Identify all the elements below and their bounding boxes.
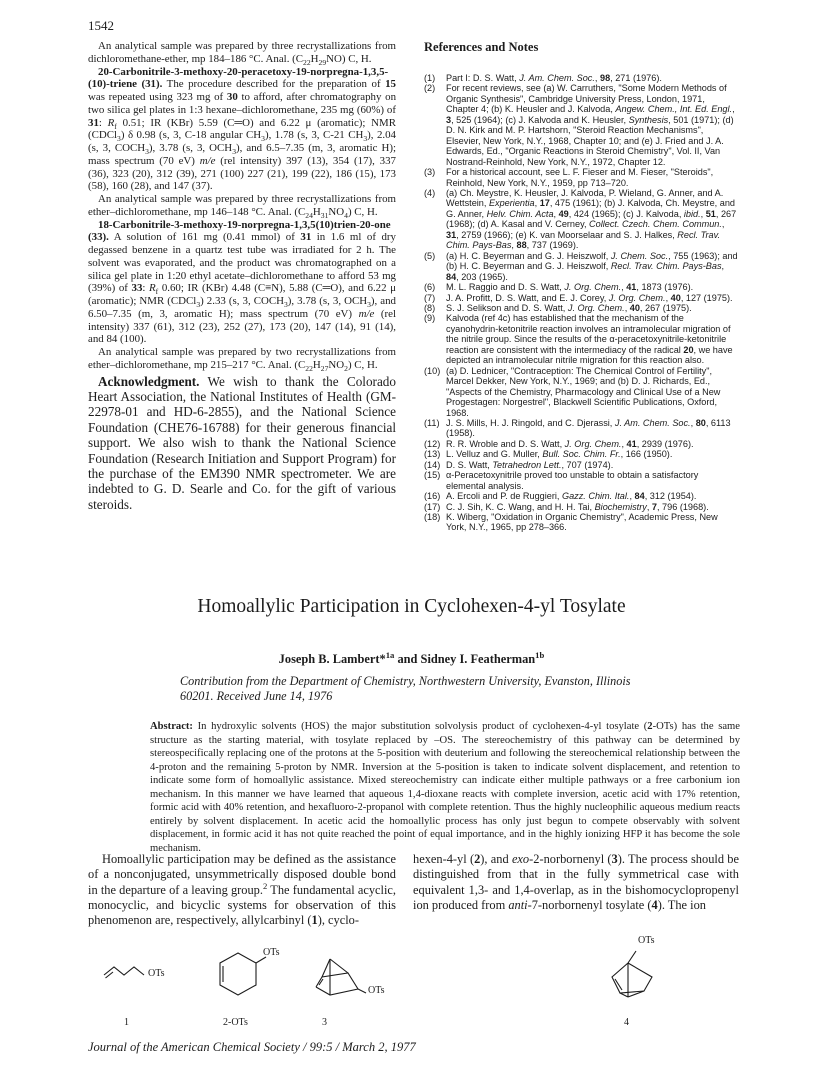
- article-abstract: Abstract: In hydroxylic solvents (HOS) the major substitution solvolysis product of cyclohexen-4-yl tosylate (2-OTs) has the same structure as the starting material, with tosylate replaced by –OS. The stereochemistry of this pathway can be determined by stereospecifically replacing one of the protons at the 5-position with deuterium and following the stereochemical relationship between the 4-proton and the remaining 5-proton by NMR. Inversion at the 5-position is taken to indicate solvent displacement, and retention to indicate some form of homoallylic assistance. Mixed stereochemistry can indicate either multiple pathways or a free carbonium ion mechanism. In this manner we have learned that aqueous 1,4-dioxane reacts with complete inversion, acetic acid with 17% retention, formic acid with 40% retention, and hexafluoro-2-propanol with complete retention. Thus the highly nucleophilic aqueous medium reacts entirely by solvent displacement. In acetic acid the homoallylic process has only just begun to compete observably with solvent displacement, in formic acid it has not quite reached the point of equal importance, and in the highly ionizing HFP it has become the sole mechanism.: [150, 721, 740, 854]
- reference-item: [424, 502, 738, 512]
- reference-item: [424, 282, 738, 292]
- reference-item: [424, 418, 738, 439]
- reference-item: [424, 167, 738, 188]
- reference-text: R. R. Wroble and D. S. Watt, J. Org. Chem., 41, 2939 (1976).: [446, 438, 694, 449]
- structure-3-drawing: [308, 945, 378, 1005]
- reference-text: Kalvoda (ref 4c) has established that the mechanism of the cyanohydrin-ketonitrile reaction involves an intramolecular migration of the nitrile group. Since the results of the α-peracetoxynitrile-ketonitrile reaction are consistent with the intermediacy of the radical 20, we have depicted an intramolecular nitrile migration for this reaction also.: [446, 313, 733, 366]
- reference-text: M. L. Raggio and D. S. Watt, J. Org. Chem., 41, 1873 (1976).: [446, 282, 694, 293]
- reference-number: (9): [424, 313, 436, 324]
- structure-1-drawing: [102, 953, 192, 993]
- reference-number: (7): [424, 292, 436, 303]
- reference-text: (a) D. Lednicer, "Contraception: The Chemical Control of Fertility", Marcel Dekker, New York, N.Y., 1969; and (b) D. J. Richards, Ed., "Aspects of the Chemistry, Pharmacology and Clinical Use of a New Progestagen: Norgestrel", Blackwell Scientific Publications, Oxford, 1968.: [446, 365, 721, 418]
- reference-item: [424, 73, 738, 83]
- reference-number: (17): [424, 501, 441, 512]
- reference-item: [424, 251, 738, 282]
- reference-text: (a) Ch. Meystre, K. Heusler, J. Kalvoda, P. Wieland, G. Anner, and A. Wettstein, Experientia, 17, 475 (1961); (b) J. Kalvoda, Ch. Meystre, and G. Anner, Helv. Chim. Acta, 49, 424 (1965); (c) J. Kalvoda, ibid., 51, 267 (1968); (d) A. Kasal and V. Cerney, Collect. Czech. Chem. Commun., 31, 2759 (1966); (e) K. van Moorselaar and S. J. Halkes, Recl. Trav. Chim. Pays-Bas, 88, 737 (1969).: [446, 187, 737, 251]
- reference-text: J. A. Profitt, D. S. Watt, and E. J. Corey, J. Org. Chem., 40, 127 (1975).: [446, 292, 733, 303]
- reference-item: [424, 303, 738, 313]
- structure-1-ots: OTs: [148, 968, 165, 979]
- structure-4-ots: OTs: [638, 935, 655, 946]
- reference-number: (12): [424, 438, 441, 449]
- structure-4-label: 4: [624, 1017, 629, 1028]
- reference-text: Part I: D. S. Watt, J. Am. Chem. Soc., 98, 271 (1976).: [446, 73, 662, 83]
- article-authors: Joseph B. Lambert*$^{1a}$ and Sidney I. Featherman$^{1b}$: [278, 649, 545, 666]
- reference-item: [424, 293, 738, 303]
- reference-text: K. Wiberg, "Oxidation in Organic Chemistry", Academic Press, New York, N.Y., 1965, pp 278–366.: [446, 512, 718, 533]
- experimental-column: [88, 40, 396, 512]
- structure-2-label: 2-OTs: [223, 1017, 248, 1028]
- experimental-paragraph: 20-Carbonitrile-3-methoxy-20-peracetoxy-19-norpregna-1,3,5-(10)-triene (31). The procedure described for the preparation of 15 was repeated using 323 mg of 30 to afford, after chromatography on two silica gel plates in 1:3 hexane–dichloromethane, 235 mg (60%) of 31: $R_f$ 0.51; IR (KBr) 5.59 (C═O) and 6.22 μ (aromatic); NMR (CDCl$_3$) δ 0.98 (s, 3, C-18 angular $CH_3$), 1.78 (s, 3, C-21 $CH_3$), 2.04 (s, 3, $COCH_3$), 3.78 (s, 3, $OCH_3$), and 6.5–7.35 (m, 3, aromatic H); mass spectrum (70 eV) m/e (rel intensity) 397 (13), 354 (17), 337 (36), 323 (20), 312 (39), 271 (100) 227 (21), 199 (22), 186 (15), 173 (58), 160 (28), and 147 (37).: [88, 65, 397, 193]
- references-heading: References and Notes: [424, 40, 539, 54]
- body-column-left: Homoallylic participation may be defined as the assistance of a nonconjugated, unsymmetrically disposed double bond in the departure of a leaving group.$^2$ The fundamental acyclic, monocyclic, and bicyclic systems for observation of this phenomenon are, respectively, allylcarbinyl (1), cyclo-: [88, 852, 396, 928]
- reference-text: For recent reviews, see (a) W. Carruthers, "Some Modern Methods of Organic Synthesis", Cambridge University Press, London, 1971, Chapter 4; (b) K. Heusler and J. Kalvoda, Angew. Chem., Int. Ed. Engl., 3, 525 (1964); (c) J. Kalvoda and K. Heusler, Synthesis, 501 (1971); (d) D. N. Kirk and M. P. Hartshorn, "Steroid Reaction Mechanisms", Elsevier, New York, N.Y., 1968, Chapter 10; and (e) J. Fried and J. A. Edwards, Ed., "Organic Reactions in Steroid Chemistry", Vol. II, Van Nostrand-Reinhold, New York, N.Y., 1972, Chapter 12.: [446, 83, 735, 167]
- journal-footer: Journal of the American Chemical Society / 99:5 / March 2, 1977: [88, 1040, 416, 1054]
- reference-number: (15): [424, 470, 441, 481]
- acknowledgment-paragraph: Acknowledgment. We wish to thank the Colorado Heart Association, the National Institutes of Health (GM-22978-01 and HD-6-2855), and the National Science Foundation (CHE76-16788) for their generous financial support. We also wish to thank the National Science Foundation (Research Initiation and Support Program) for the purchase of the EM390 NMR spectrometer. We are indebted to G. D. Searle and Co. for the gift of various steroids.: [88, 373, 396, 512]
- reference-item: [424, 366, 738, 418]
- body-column-right: hexen-4-yl (2), and exo-2-norbornenyl (3). The process should be distinguished from that in the fully symmetrical case with equivalent 1,3- and 1,4-overlap, as in the bishomocyclopropenyl ion produced from anti-7-norbornenyl tosylate (4). The ion: [413, 852, 739, 912]
- reference-number: (10): [424, 365, 441, 376]
- reference-item: [424, 83, 738, 167]
- experimental-paragraph: An analytical sample was prepared by three recrystallizations from dichloromethane-ether, mp 184–186 °C. Anal. $(C_{22}H_{29}NO)$ C, H.: [88, 40, 396, 67]
- reference-number: (11): [424, 417, 440, 428]
- reference-item: [424, 512, 738, 533]
- reference-number: (1): [424, 73, 436, 83]
- reference-text: (a) H. C. Beyerman and G. J. Heiszwolf, J. Chem. Soc., 755 (1963); and (b) H. C. Beyerman and G. J. Heiszwolf, Recl. Trav. Chim. Pays-Bas, 84, 203 (1965).: [446, 250, 738, 282]
- reference-text: α-Peracetoxynitrile proved too unstable to obtain a satisfactory elemental analysis.: [446, 470, 699, 491]
- reference-number: (18): [424, 512, 441, 523]
- reference-text: C. J. Sih, K. C. Wang, and H. H. Tai, Biochemistry, 7, 796 (1968).: [446, 501, 709, 512]
- reference-text: D. S. Watt, Tetrahedron Lett., 707 (1974).: [446, 459, 614, 470]
- reference-item: [424, 188, 738, 251]
- structure-2-ots: OTs: [263, 947, 280, 958]
- reference-text: A. Ercoli and P. de Ruggieri, Gazz. Chim. Ital., 84, 312 (1954).: [446, 491, 697, 502]
- reference-number: (16): [424, 491, 441, 502]
- structure-1-label: 1: [124, 1017, 129, 1028]
- reference-item: [424, 491, 738, 501]
- reference-number: (4): [424, 187, 436, 198]
- experimental-paragraph: 18-Carbonitrile-3-methoxy-19-norpregna-1,3,5(10)trien-20-one (33). A solution of 161 mg (0.41 mmol) of 31 in 1.6 ml of dry degassed benzene in a quartz test tube was irradiated for 2 h. The solvent was evaporated, and the product was chromatographed on a silica gel plate in 1:20 ethyl acetate–dichloromethane to afford 53 mg (39%) of 33: $R_f$ 0.60; IR (KBr) 4.48 (C≡N), 5.88 (C═O), and 6.22 μ (aromatic); NMR (CDCl$_3$) 2.33 (s, 3, $COCH_3$), 3.78 (s, 3, $OCH_3$), and 6.50–7.35 (m, 3, aromatic H); mass spectrum (70 eV) m/e (rel intensity) 337 (61), 312 (23), 252 (27), 173 (20), 147 (14), 91 (14), and 84 (100).: [88, 218, 396, 346]
- reference-number: (6): [424, 282, 436, 293]
- article-affiliation: Contribution from the Department of Chemistry, Northwestern University, Evanston, Illinois 60201. Received June 14, 1976: [180, 674, 631, 703]
- reference-number: (5): [424, 250, 436, 261]
- page-number: 1542: [88, 18, 114, 33]
- reference-item: [424, 439, 738, 449]
- structure-4-drawing: [598, 937, 668, 1011]
- experimental-paragraph: An analytical sample was prepared by two recrystallizations from ether–dichloromethane, mp 215–217 °C. Anal. $(C_{22}H_{27}NO_2)$ C, H.: [88, 346, 396, 373]
- references-column: [424, 40, 738, 533]
- reference-number: (2): [424, 83, 436, 94]
- reference-number: (8): [424, 302, 436, 313]
- structure-3-ots: OTs: [368, 985, 385, 996]
- reference-number: (3): [424, 167, 436, 178]
- experimental-paragraph: An analytical sample was prepared by three recrystallizations from ether–dichloromethane, mp 146–148 °C. Anal. $(C_{24}H_{31}NO_4)$ C, H.: [88, 193, 396, 220]
- reference-number: (13): [424, 449, 441, 460]
- reference-item: [424, 313, 738, 365]
- article-title: Homoallylic Participation in Cyclohexen-4-yl Tosylate: [197, 596, 626, 617]
- structure-3-label: 3: [322, 1017, 327, 1028]
- reference-text: J. S. Mills, H. J. Ringold, and C. Djerassi, J. Am. Chem. Soc., 80, 6113 (1958).: [446, 417, 731, 439]
- reference-text: S. J. Selikson and D. S. Watt, J. Org. Chem., 40, 267 (1975).: [446, 302, 692, 313]
- structure-strip: [88, 935, 748, 1027]
- reference-item: [424, 449, 738, 459]
- reference-text: For a historical account, see L. F. Fieser and M. Fieser, "Steroids", Reinhold, New York, N.Y., 1959, pp 713–720.: [446, 167, 714, 188]
- structure-2-drawing: [208, 943, 268, 1005]
- reference-item: [424, 460, 738, 470]
- reference-text: L. Velluz and G. Muller, Bull. Soc. Chim. Fr., 166 (1950).: [446, 449, 673, 460]
- references-list: [424, 73, 738, 533]
- reference-number: (14): [424, 459, 441, 470]
- reference-item: [424, 470, 738, 491]
